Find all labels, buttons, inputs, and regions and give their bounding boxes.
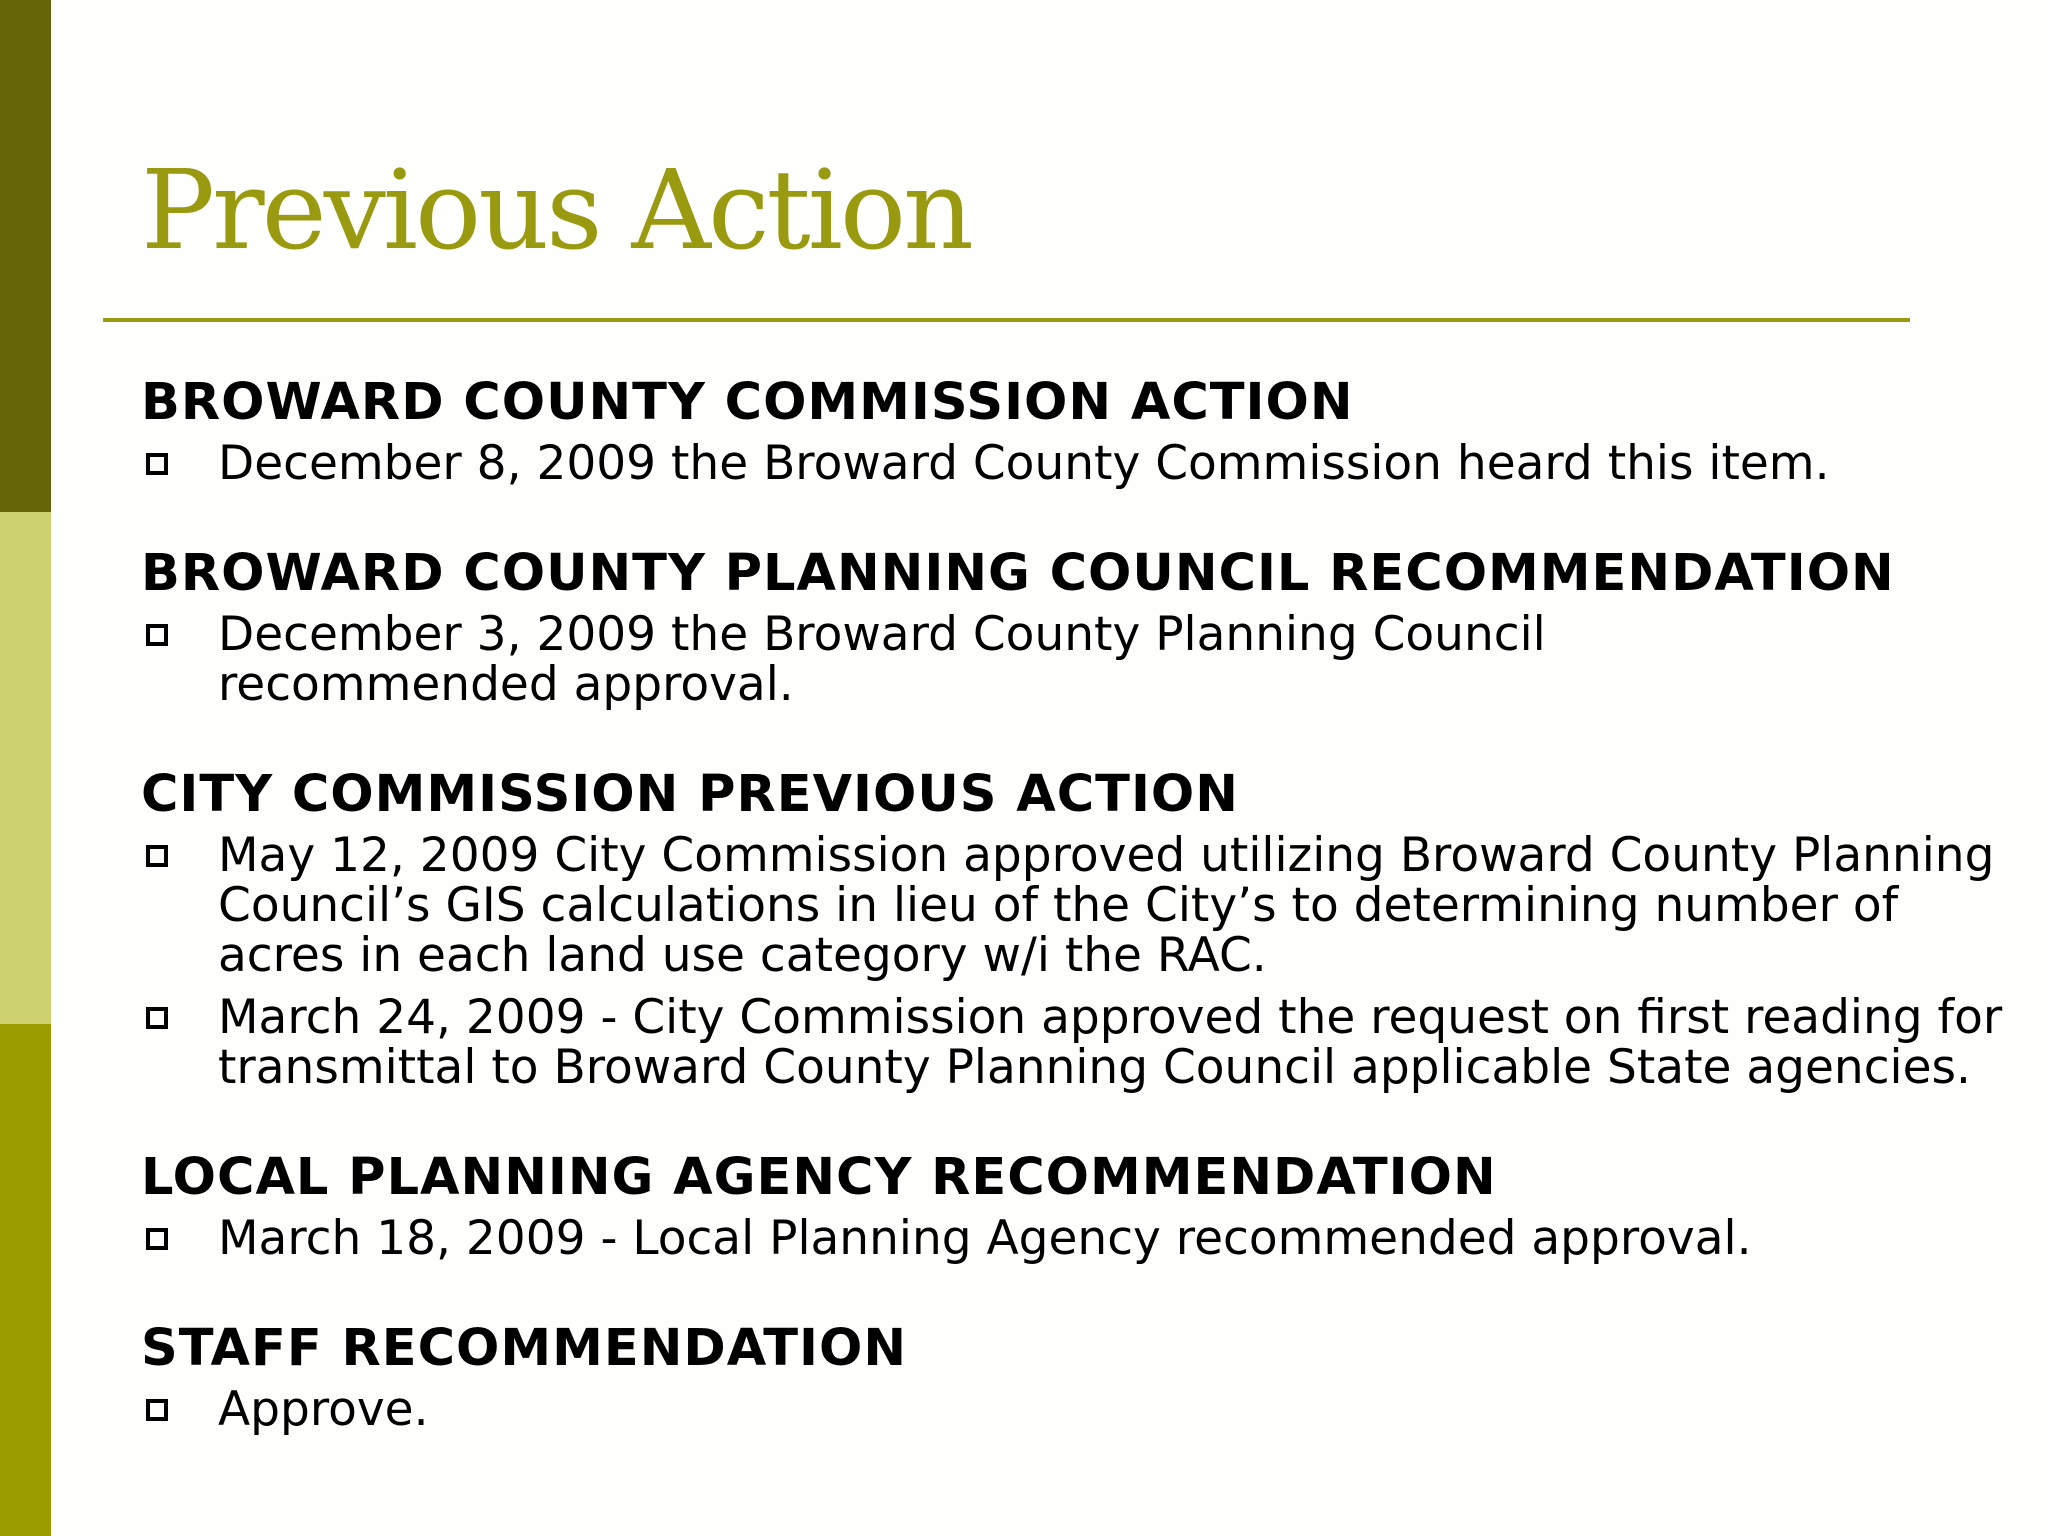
- bullet-item: [141, 990, 2028, 1095]
- slide-title: Previous Action: [141, 146, 972, 274]
- side-bar-dark: [0, 0, 51, 512]
- square-bullet-icon: [146, 453, 168, 475]
- square-bullet-icon: [146, 1228, 168, 1250]
- section-heading: LOCAL PLANNING AGENCY RECOMMENDATION: [141, 1148, 1497, 1207]
- side-bar-light: [0, 512, 51, 1024]
- section-planning-council: [141, 543, 2021, 710]
- section-heading: BROWARD COUNTY PLANNING COUNCIL RECOMMENDATION: [141, 544, 1895, 603]
- bullet-text: March 24, 2009 - City Commission approved the request on first reading for transmittal to Broward County Planning Council applicable State agencies.: [218, 990, 2003, 1095]
- section-city-commission: [141, 764, 2021, 1093]
- section-heading: CITY COMMISSION PREVIOUS ACTION: [141, 765, 1239, 824]
- square-bullet-icon: [146, 845, 168, 867]
- bullet-text: May 12, 2009 City Commission approved utilizing Broward County Planning Council’s GIS calculations in lieu of the City’s to determining number of acres in each land use category w/i the RAC.: [218, 828, 1995, 983]
- bullet-item: [141, 436, 2021, 491]
- bullet-item: [141, 1382, 2021, 1437]
- bullet-text: December 8, 2009 the Broward County Commission heard this item.: [218, 436, 1830, 491]
- bullet-text: Approve.: [218, 1382, 429, 1437]
- square-bullet-icon: [146, 624, 168, 646]
- bullet-text: December 3, 2009 the Broward County Planning Council recommended approval.: [218, 607, 1546, 712]
- side-bar-mid: [0, 1024, 51, 1536]
- title-divider: [103, 318, 1910, 322]
- square-bullet-icon: [146, 1399, 168, 1421]
- bullet-item: [141, 1211, 2021, 1266]
- section-broward-county-commission: [141, 372, 2021, 489]
- bullet-item: [141, 607, 1778, 712]
- section-local-planning-agency: [141, 1147, 2021, 1264]
- section-heading: STAFF RECOMMENDATION: [141, 1319, 908, 1378]
- bullet-text: March 18, 2009 - Local Planning Agency recommended approval.: [218, 1211, 1752, 1266]
- section-staff-recommendation: [141, 1318, 2021, 1435]
- slide-content: [141, 372, 2021, 1435]
- bullet-item: [141, 828, 2028, 983]
- section-heading: BROWARD COUNTY COMMISSION ACTION: [141, 373, 1354, 432]
- square-bullet-icon: [146, 1007, 168, 1029]
